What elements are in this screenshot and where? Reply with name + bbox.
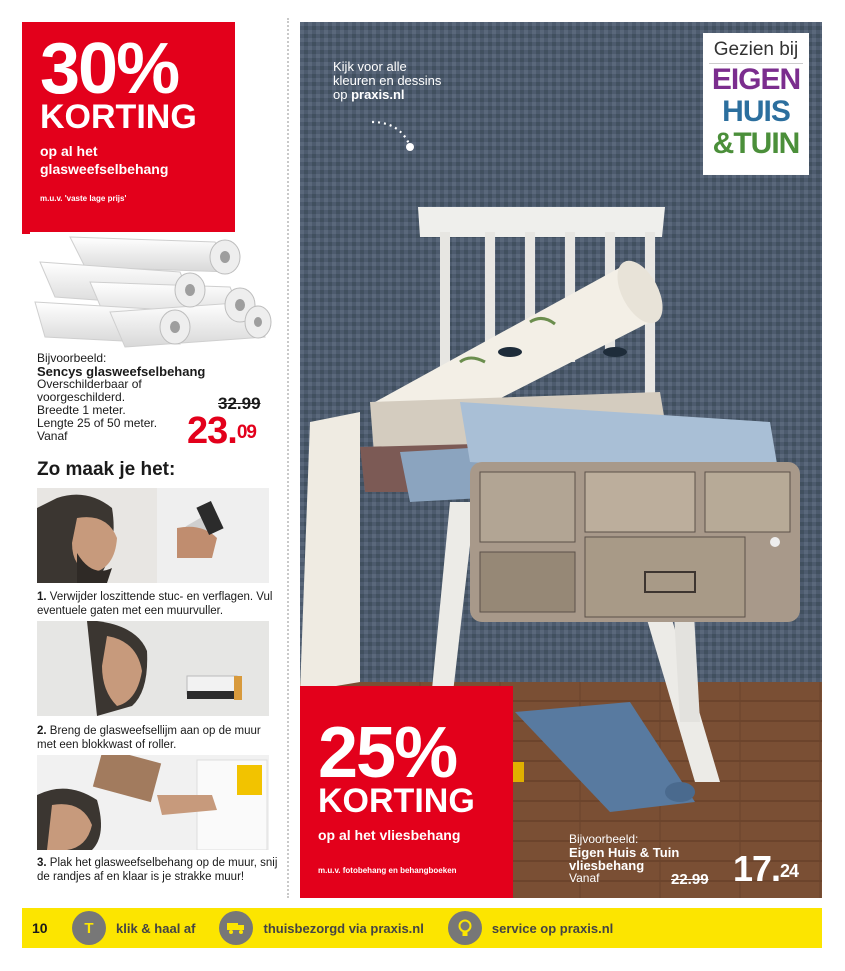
- promo-percent: 25%: [318, 713, 457, 793]
- step-1-text: [37, 590, 282, 618]
- kijk-line-2: kleuren en dessins: [333, 73, 442, 88]
- new-price-2: [733, 848, 799, 889]
- old-price: 32.99: [218, 394, 261, 413]
- dotted-separator: [287, 18, 289, 898]
- promo-fine: m.u.v. fotobehang en behangboeken: [318, 866, 457, 875]
- kijk-op: op: [333, 87, 352, 102]
- step-3-desc: Plak het glasweefselbehang op de muur, snij de randjes af en klaar is je strakke muur!: [37, 857, 278, 883]
- footer-item-klik-haal[interactable]: [72, 911, 195, 945]
- price-dec: 09: [236, 422, 256, 443]
- product-name: Sencys glasweefselbehang: [37, 364, 206, 379]
- footer-item-service[interactable]: [448, 911, 613, 945]
- footer-item-thuisbezorgd[interactable]: [219, 911, 423, 945]
- truck-icon: [219, 911, 253, 945]
- product-vanaf: Vanaf: [569, 871, 600, 885]
- new-price: [187, 412, 256, 450]
- product-desc-2: voorgeschilderd.: [37, 390, 126, 404]
- step-3-num: 3.: [37, 857, 47, 869]
- promo-25-percent: [300, 686, 513, 898]
- price-int: 23.: [187, 410, 237, 452]
- howto-title: Zo maak je het:: [37, 459, 176, 480]
- logo-gezien: Gezien bij: [709, 39, 803, 64]
- kijk-line-1: Kijk voor alle: [333, 59, 407, 74]
- page-number: 10: [32, 920, 48, 936]
- footer-label-1: klik & haal af: [116, 920, 196, 936]
- product-intro: Bijvoorbeeld:: [569, 832, 639, 846]
- price-dec-2: 24: [780, 861, 799, 881]
- product-desc-4: Lengte 25 of 50 meter.: [37, 416, 158, 430]
- product-desc-1: Overschilderbaar of: [37, 377, 142, 391]
- praxis-link[interactable]: praxis.nl: [351, 87, 405, 102]
- product-name-1: Eigen Huis & Tuin: [569, 845, 680, 860]
- step-2-num: 2.: [37, 725, 47, 737]
- product-intro: Bijvoorbeeld:: [37, 351, 107, 365]
- step-2-desc: Breng de glasweefsellijm aan op de muur met een blokkwast of roller.: [37, 725, 261, 751]
- promo-sub: op al het vliesbehang: [318, 827, 461, 843]
- step-2-text: [37, 724, 282, 752]
- kijk-line-3: [333, 88, 441, 102]
- logo-tuin: &TUIN: [712, 127, 800, 160]
- step-2-image: [37, 621, 269, 716]
- promo-fine: m.u.v. 'vaste lage prijs': [40, 194, 127, 203]
- logo-huis: HUIS: [722, 95, 790, 128]
- product-name-2: vliesbehang: [569, 858, 645, 873]
- promo-percent: 30%: [40, 29, 179, 109]
- eigen-huis-tuin-logo: [703, 33, 809, 175]
- step-3-text: [37, 856, 282, 884]
- lightbulb-icon: [448, 911, 482, 945]
- footer-bar: [22, 908, 822, 948]
- step-3-image: [37, 755, 269, 850]
- pickup-icon: T: [72, 911, 106, 945]
- product-desc-3: Breedte 1 meter.: [37, 403, 126, 417]
- footer-label-2: thuisbezorgd via praxis.nl: [263, 920, 424, 936]
- footer-label-3: service op praxis.nl: [491, 920, 614, 936]
- step-1-num: 1.: [37, 591, 47, 603]
- promo-korting: KORTING: [318, 782, 475, 820]
- price-int-2: 17.: [733, 848, 781, 889]
- step-1-image: [37, 488, 269, 583]
- promo-30-percent: [22, 22, 235, 234]
- promo-sub: op al het glasweefselbehang: [40, 143, 169, 177]
- glasweefsel-rolls-image: [30, 232, 275, 352]
- kijk-note: [333, 60, 441, 102]
- logo-eigen: EIGEN: [711, 63, 801, 96]
- step-1-desc: Verwijder loszittende stuc- en verflagen. Vul eventuele gaten met een muurvuller.: [37, 591, 273, 617]
- promo-korting: KORTING: [40, 98, 197, 136]
- dotted-arrow-icon: [370, 118, 420, 154]
- product-desc-5: Vanaf: [37, 429, 68, 443]
- old-price-2: 22.99: [671, 871, 709, 888]
